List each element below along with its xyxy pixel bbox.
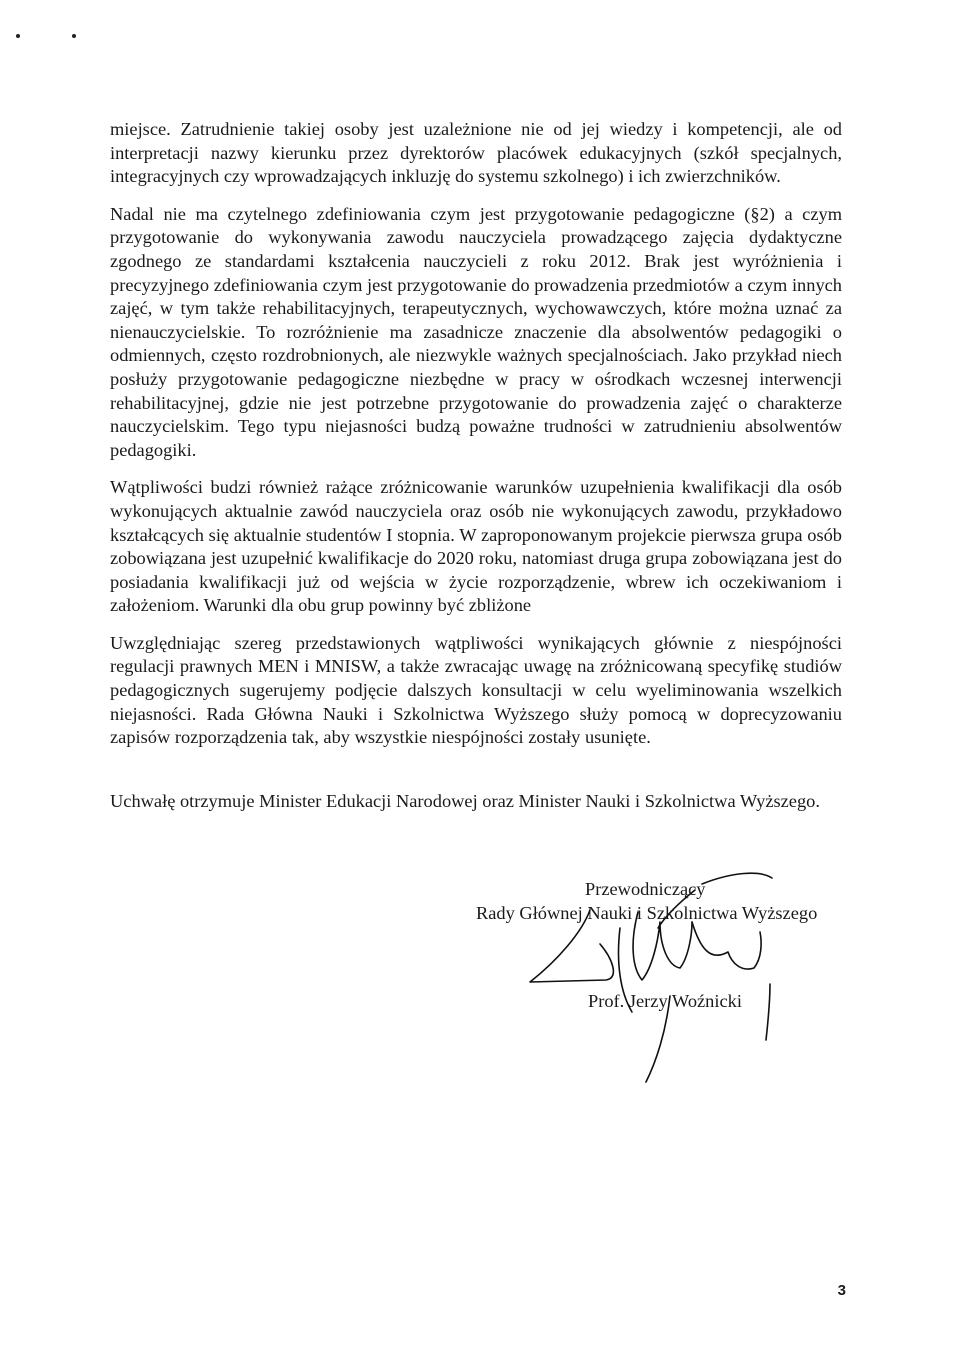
scan-mark-dot-right [72, 34, 76, 38]
document-body [110, 118, 842, 827]
scan-mark-dot-left [16, 34, 20, 38]
signatory-name: Prof. Jerzy Woźnicki [588, 991, 742, 1011]
paragraph-2: Nadal nie ma czytelnego zdefiniowania czym jest przygotowanie pedagogiczne (§2) a czym przygotowanie do wykonywania zawodu nauczyciela prowadzącego zajęcia dydaktyczne zgodnego ze standardami kształcenia nauczycieli z roku 2012. Brak jest wyróżnienia i precyzyjnego zdefiniowania czym jest przygotowanie do prowadzenia przedmiotów a czym innych zajęć, w tym także rehabilitacyjnych, terapeutycznych, wychowawczych, które można uznać za nienauczycielskie. To rozróżnienie ma zasadnicze znaczenie dla absolwentów pedagogiki o odmiennych, często rozdrobnionych, ale niezwykle ważnych specjalnościach. Jako przykład niech posłuży przygotowanie pedagogiczne niezbędne w pracy w ośrodkach wczesnej interwencji rehabilitacyjnej, gdzie nie jest potrzebne przygotowanie do prowadzenia zajęć o charakterze nauczycielskim. Tego typu niejasności budzą poważne trudności w zatrudnieniu absolwentów pedagogiki. [110, 203, 842, 460]
page-number: 3 [837, 1282, 846, 1299]
handwritten-signature [470, 872, 850, 1092]
paragraph-4: Uwzględniając szereg przedstawionych wątpliwości wynikających głównie z niespójności regulacji prawnych MEN i MNISW, a także zwracając uwagę na zróżnicowaną specyfikę studiów pedagogicznych sugerujemy podjęcie dalszych konsultacji w celu wyeliminowania wszelkich niejasności. Rada Główna Nauki i Szkolnictwa Wyższego służy pomocą w doprecyzowaniu zapisów rozporządzenia tak, aby wszystkie niespójności zostały usunięte. [110, 632, 842, 748]
signatory-role: Przewodniczący [585, 879, 706, 899]
paragraph-recipients: Uchwałę otrzymuje Minister Edukacji Narodowej oraz Minister Nauki i Szkolnictwa Wyższego. [110, 790, 820, 811]
signature-block [470, 872, 850, 1092]
signatory-organization: Rady Głównej Nauki i Szkolnictwa Wyższego [476, 903, 818, 923]
paragraph-1: miejsce. Zatrudnienie takiej osoby jest uzależnione nie od jej wiedzy i kompetencji, ale od interpretacji nazwy kierunku przez dyrektorów placówek edukacyjnych (szkół specjalnych, integracyjnych czy wprowadzających inkluzję do systemu szkolnego) i ich zwierzchników. [110, 119, 842, 187]
paragraph-3: Wątpliwości budzi również rażące zróżnicowanie warunków uzupełnienia kwalifikacji dla osób wykonujących aktualnie zawód nauczyciela oraz osób nie wykonujących zawodu, przykładowo kształcących się aktualnie studentów I stopnia. W zaproponowanym projekcie pierwsza grupa osób zobowiązana jest uzupełnić kwalifikacje do 2020 roku, natomiast druga grupa zobowiązana jest do posiadania kwalifikacji już od wejścia w życie rozporządzenie, wbrew ich oczekiwaniom i założeniom. Warunki dla obu grup powinny być zbliżone [110, 477, 842, 616]
